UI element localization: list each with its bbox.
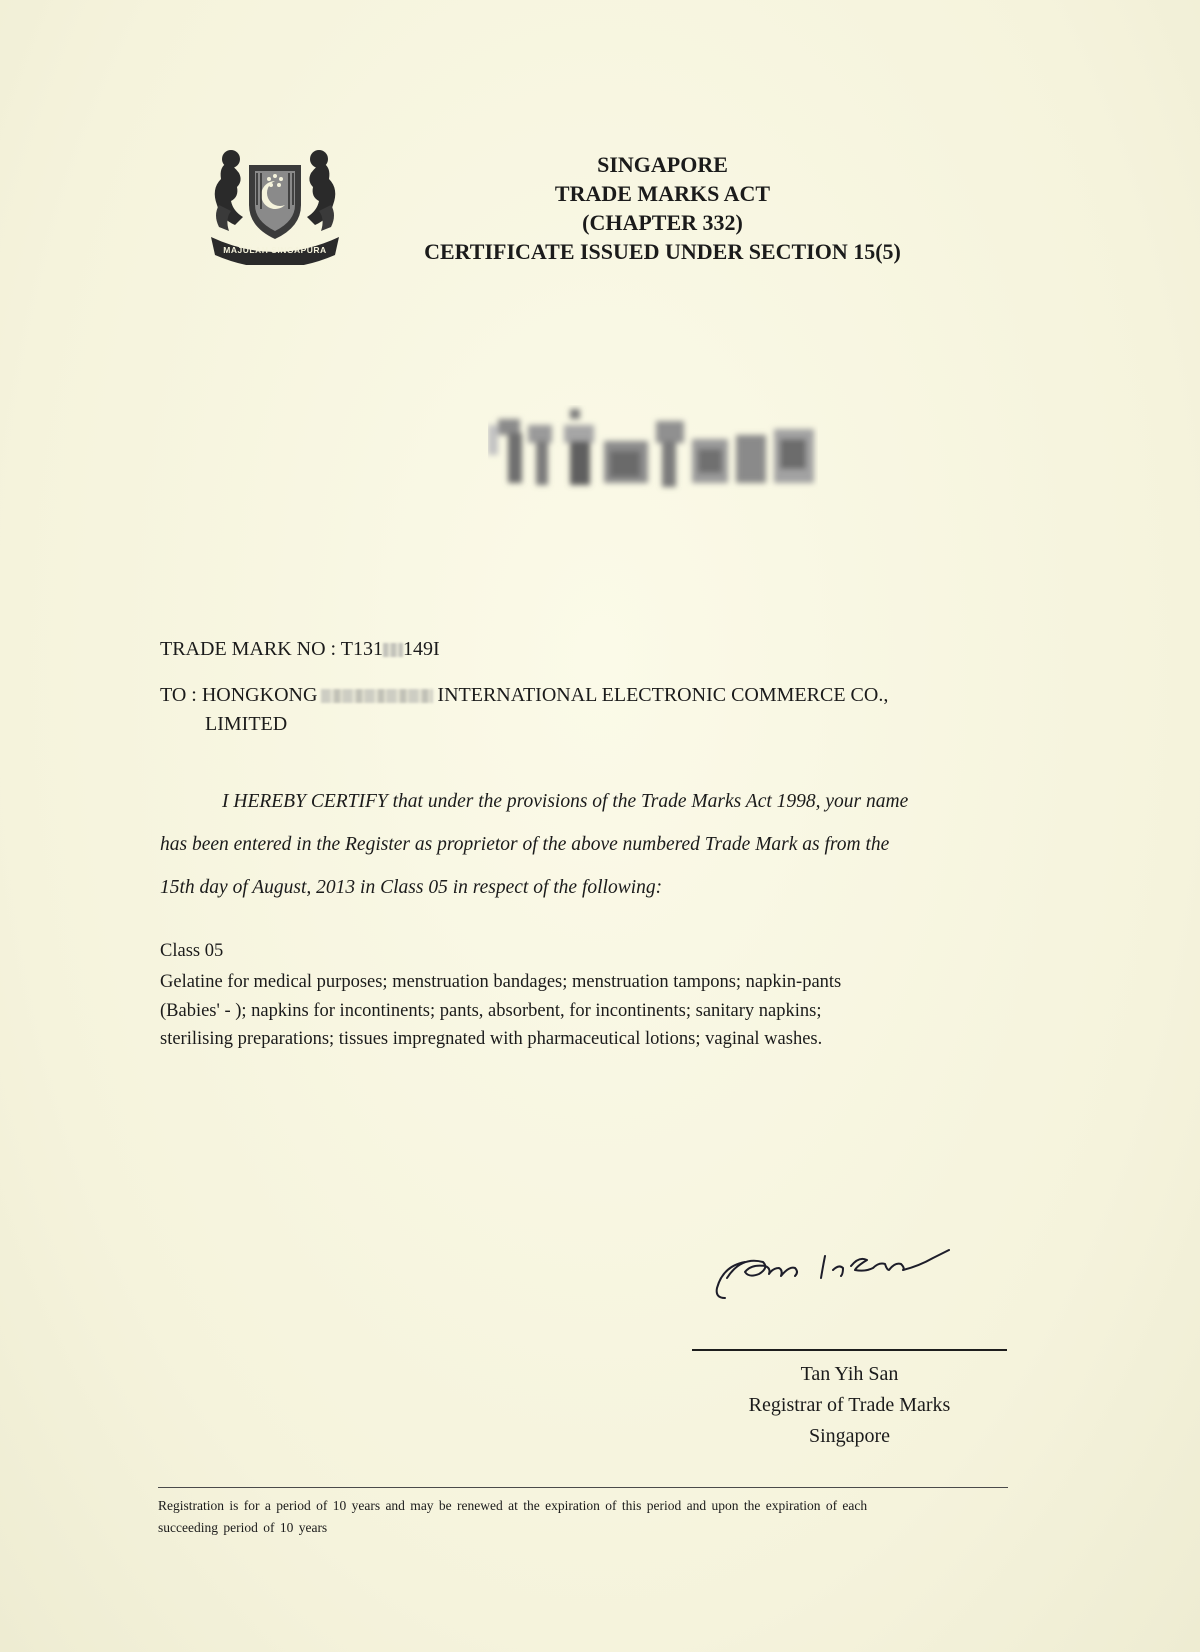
goods-line-2: (Babies' - ); napkins for incontinents; pants, absorbent, for incontinents; sanitary napkins; — [160, 1000, 822, 1021]
trade-mark-image — [488, 405, 818, 500]
header-country: SINGAPORE — [597, 152, 728, 177]
footer-line-1: Registration is for a period of 10 years and may be renewed at the expiration of this period and upon the expiration of each — [158, 1498, 868, 1513]
svg-text:MAJULAH SINGAPURA: MAJULAH SINGAPURA — [223, 245, 327, 255]
footer-line-2: succeeding period of 10 years — [158, 1520, 328, 1535]
goods-description — [160, 968, 841, 1054]
goods-line-1: Gelatine for medical purposes; menstruation bandages; menstruation tampons; napkin-pants — [160, 972, 842, 992]
certification-line-2: has been entered in the Register as proprietor of the above numbered Trade Mark as from the — [160, 834, 890, 855]
trade-mark-number-suffix: 149I — [402, 638, 440, 660]
header-section: CERTIFICATE ISSUED UNDER SECTION 15(5) — [424, 239, 901, 264]
trade-mark-number-prefix: TRADE MARK NO : T131 — [160, 638, 383, 660]
certification-line-1: I HEREBY CERTIFY that under the provisions of the Trade Marks Act 1998, your name — [222, 791, 909, 812]
footer-note — [158, 1495, 1018, 1539]
signature-line — [692, 1349, 1007, 1351]
recipient-line — [160, 684, 888, 707]
header-act: TRADE MARKS ACT — [554, 181, 771, 206]
signatory-block — [692, 1359, 1007, 1452]
recipient-prefix: TO : HONGKONG — [160, 684, 318, 706]
redaction-mark — [383, 643, 403, 657]
footer-divider — [158, 1487, 1008, 1488]
header-chapter: (CHAPTER 332) — [582, 210, 743, 235]
singapore-coat-of-arms-icon — [205, 145, 345, 265]
recipient-line-2: LIMITED — [205, 713, 288, 735]
certificate-header — [380, 150, 945, 266]
redacted-company-name — [321, 689, 433, 703]
trade-mark-number — [160, 638, 440, 661]
certification-paragraph — [160, 780, 1015, 909]
goods-class-label: Class 05 — [160, 941, 224, 961]
signatory-location: Singapore — [808, 1425, 891, 1447]
signatory-name: Tan Yih San — [800, 1363, 899, 1385]
certification-line-3: 15th day of August, 2013 in Class 05 in respect of the following: — [160, 877, 663, 898]
registrar-signature — [705, 1240, 990, 1320]
signatory-title: Registrar of Trade Marks — [748, 1394, 951, 1416]
goods-line-3: sterilising preparations; tissues impregnated with pharmaceutical lotions; vaginal washes. — [160, 1029, 823, 1049]
recipient-company-rest: INTERNATIONAL ELECTRONIC COMMERCE CO., — [437, 684, 889, 706]
